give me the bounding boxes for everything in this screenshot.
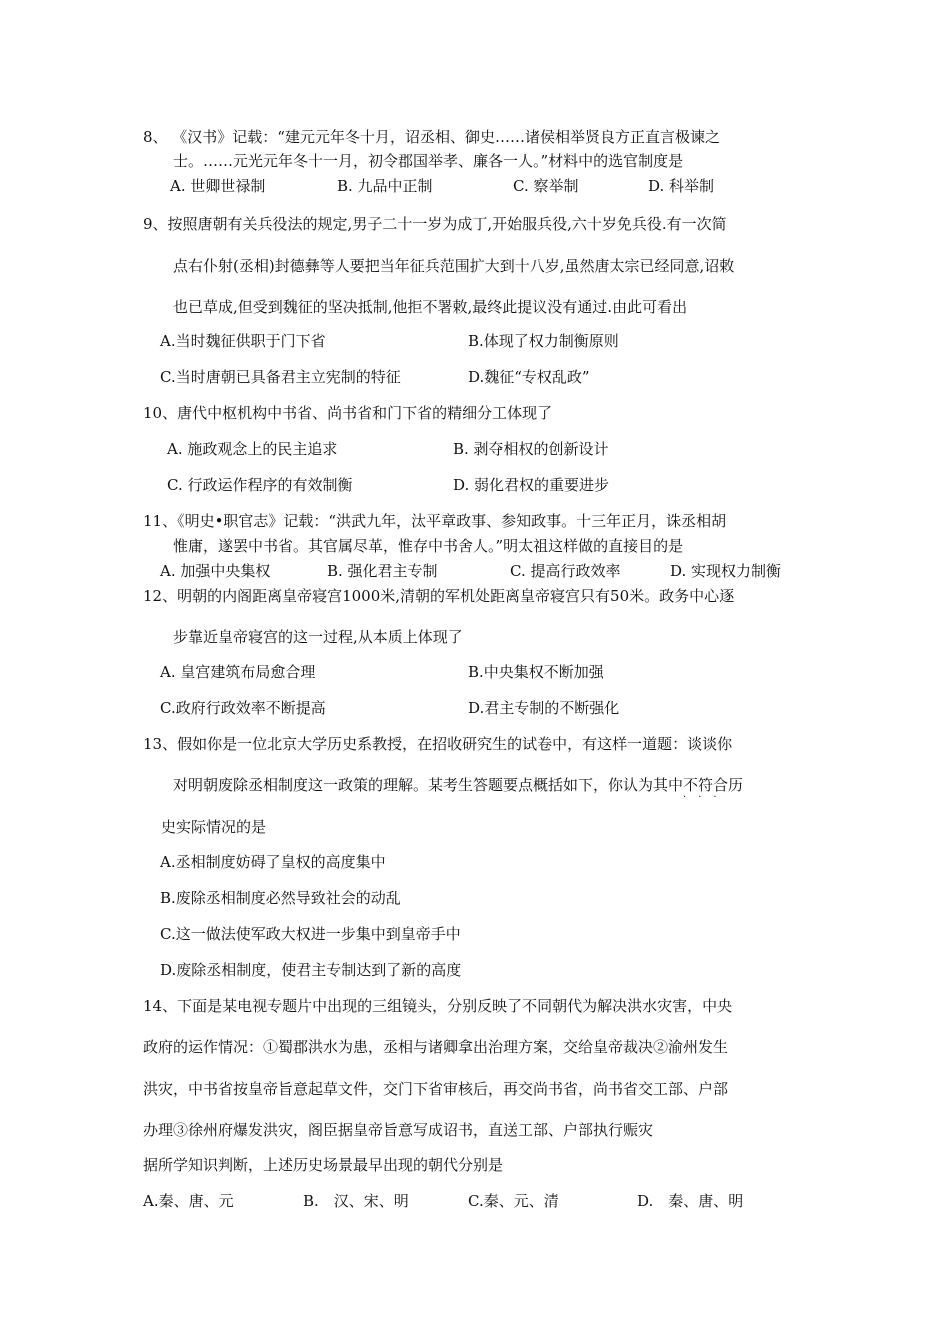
q13-stem-line3: 史实际情况的是 [161, 818, 267, 836]
q13-stem-line1: 13、假如你是一位北京大学历史系教授，在招收研究生的试卷中，有这样一道题：谈谈你 [143, 735, 733, 753]
q8-option-d: D. 科举制 [648, 177, 715, 195]
q13-stem-line2 [173, 775, 744, 803]
q11-stem-line1: 11、《明史•职官志》记载：“洪武九年，汰平章政事、参知政事。十三年正月，诛丞相胡 [143, 512, 727, 530]
q8-option-c: C. 察举制 [513, 177, 579, 195]
q13-emphasis-text: 不符合 ·​·​· [683, 776, 729, 803]
q10-option-d: D. 弱化君权的重要进步 [453, 476, 610, 494]
q9-option-c: C.当时唐朝已具备君主立宪制的特征 [160, 368, 401, 386]
q13-stem-line2-post: 历 [728, 776, 744, 794]
q10-option-c: C. 行政运作程序的有效制衡 [167, 476, 353, 494]
q9-stem-line3: 也已草成,但受到魏征的坚决抵制,他拒不署敕,最终此提议没有通过.由此可看出 [173, 298, 688, 316]
q13-option-c: C.这一做法使军政大权进一步集中到皇帝手中 [160, 925, 461, 943]
q14-option-a: A.秦、唐、元 [143, 1192, 234, 1210]
q12-stem-line2: 步靠近皇帝寝宫的这一过程,从本质上体现了 [173, 628, 463, 646]
q8-option-a: A. 世卿世禄制 [170, 177, 266, 195]
q12-option-d: D.君主专制的不断强化 [468, 699, 620, 717]
q13-option-a: A.丞相制度妨碍了皇权的高度集中 [160, 853, 386, 871]
q13-stem-line2-pre: 对明朝废除丞相制度这一政策的理解。某考生答题要点概括如下，你认为其中 [173, 776, 684, 794]
q8-stem-line1: 8、 《汉书》记载：“建元元年冬十月，诏丞相、御史……诸侯相举贤良方正直言极谏之 [143, 128, 720, 146]
q14-stem-line5: 据所学知识判断，上述历史场景最早出现的朝代分别是 [143, 1156, 504, 1174]
q10-option-a: A. 施政观念上的民主追求 [167, 440, 338, 458]
q11-option-c: C. 提高行政效率 [510, 562, 621, 580]
emphasis-dots: ·​·​· [683, 792, 729, 803]
q12-option-c: C.政府行政效率不断提高 [160, 699, 326, 717]
q8-stem-line2: 士。……元光元年冬十一月，初令郡国举孝、廉各一人。”材料中的选官制度是 [173, 152, 684, 170]
q12-option-b: B.中央集权不断加强 [468, 663, 604, 681]
q11-option-d: D. 实现权力制衡 [670, 562, 782, 580]
q11-option-b: B. 强化君主专制 [327, 562, 438, 580]
q9-option-a: A.当时魏征供职于门下省 [160, 332, 326, 350]
q9-stem-line2: 点右仆射(丞相)封德彝等人要把当年征兵范围扩大到十八岁,虽然唐太宗已经同意,诏敕 [173, 257, 735, 275]
q9-stem-line1: 9、按照唐朝有关兵役法的规定,男子二十一岁为成丁,开始服兵役,六十岁免兵役.有一次简 [143, 215, 727, 233]
q14-option-c: C.秦、元、清 [468, 1192, 559, 1210]
q11-stem-line2: 惟庸，遂罢中书省。其官属尽革，惟存中书舍人。”明太祖这样做的直接目的是 [173, 537, 684, 555]
q10-stem-line1: 10、唐代中枢机构中书省、尚书省和门下省的精细分工体现了 [143, 404, 553, 422]
q13-option-b: B.废除丞相制度必然导致社会的动乱 [160, 889, 401, 907]
q14-stem-line2: 政府的运作情况：①蜀郡洪水为患，丞相与诸卿拿出治理方案，交给皇帝裁决②渝州发生 [143, 1038, 729, 1056]
q14-stem-line3: 洪灾，中书省按皇帝旨意起草文件，交门下省审核后，再交尚书省，尚书省交工部、户部 [143, 1080, 729, 1098]
q14-stem-line4: 办理③徐州府爆发洪灾，阁臣据皇帝旨意写成诏书，直送工部、户部执行赈灾 [143, 1121, 654, 1139]
q14-option-d: D. 秦、唐、明 [637, 1192, 744, 1210]
q12-stem-line1: 12、明朝的内阁距离皇帝寝宫1000米,清朝的军机处距离皇帝寝宫只有50米。政务中心逐 [143, 587, 735, 605]
q9-option-d: D.魏征“专权乱政” [468, 368, 590, 386]
q10-option-b: B. 剥夺相权的创新设计 [453, 440, 609, 458]
q13-option-d: D.废除丞相制度，使君主专制达到了新的高度 [160, 961, 462, 979]
q8-option-b: B. 九品中正制 [337, 177, 433, 195]
q14-stem-line1: 14、下面是某电视专题片中出现的三组镜头，分别反映了不同朝代为解决洪水灾害，中央 [143, 997, 733, 1015]
q9-option-b: B.体现了权力制衡原则 [468, 332, 619, 350]
q14-option-b: B. 汉、宋、明 [303, 1192, 409, 1210]
q11-option-a: A. 加强中央集权 [160, 562, 271, 580]
q12-option-a: A. 皇宫建筑布局愈合理 [160, 663, 316, 681]
